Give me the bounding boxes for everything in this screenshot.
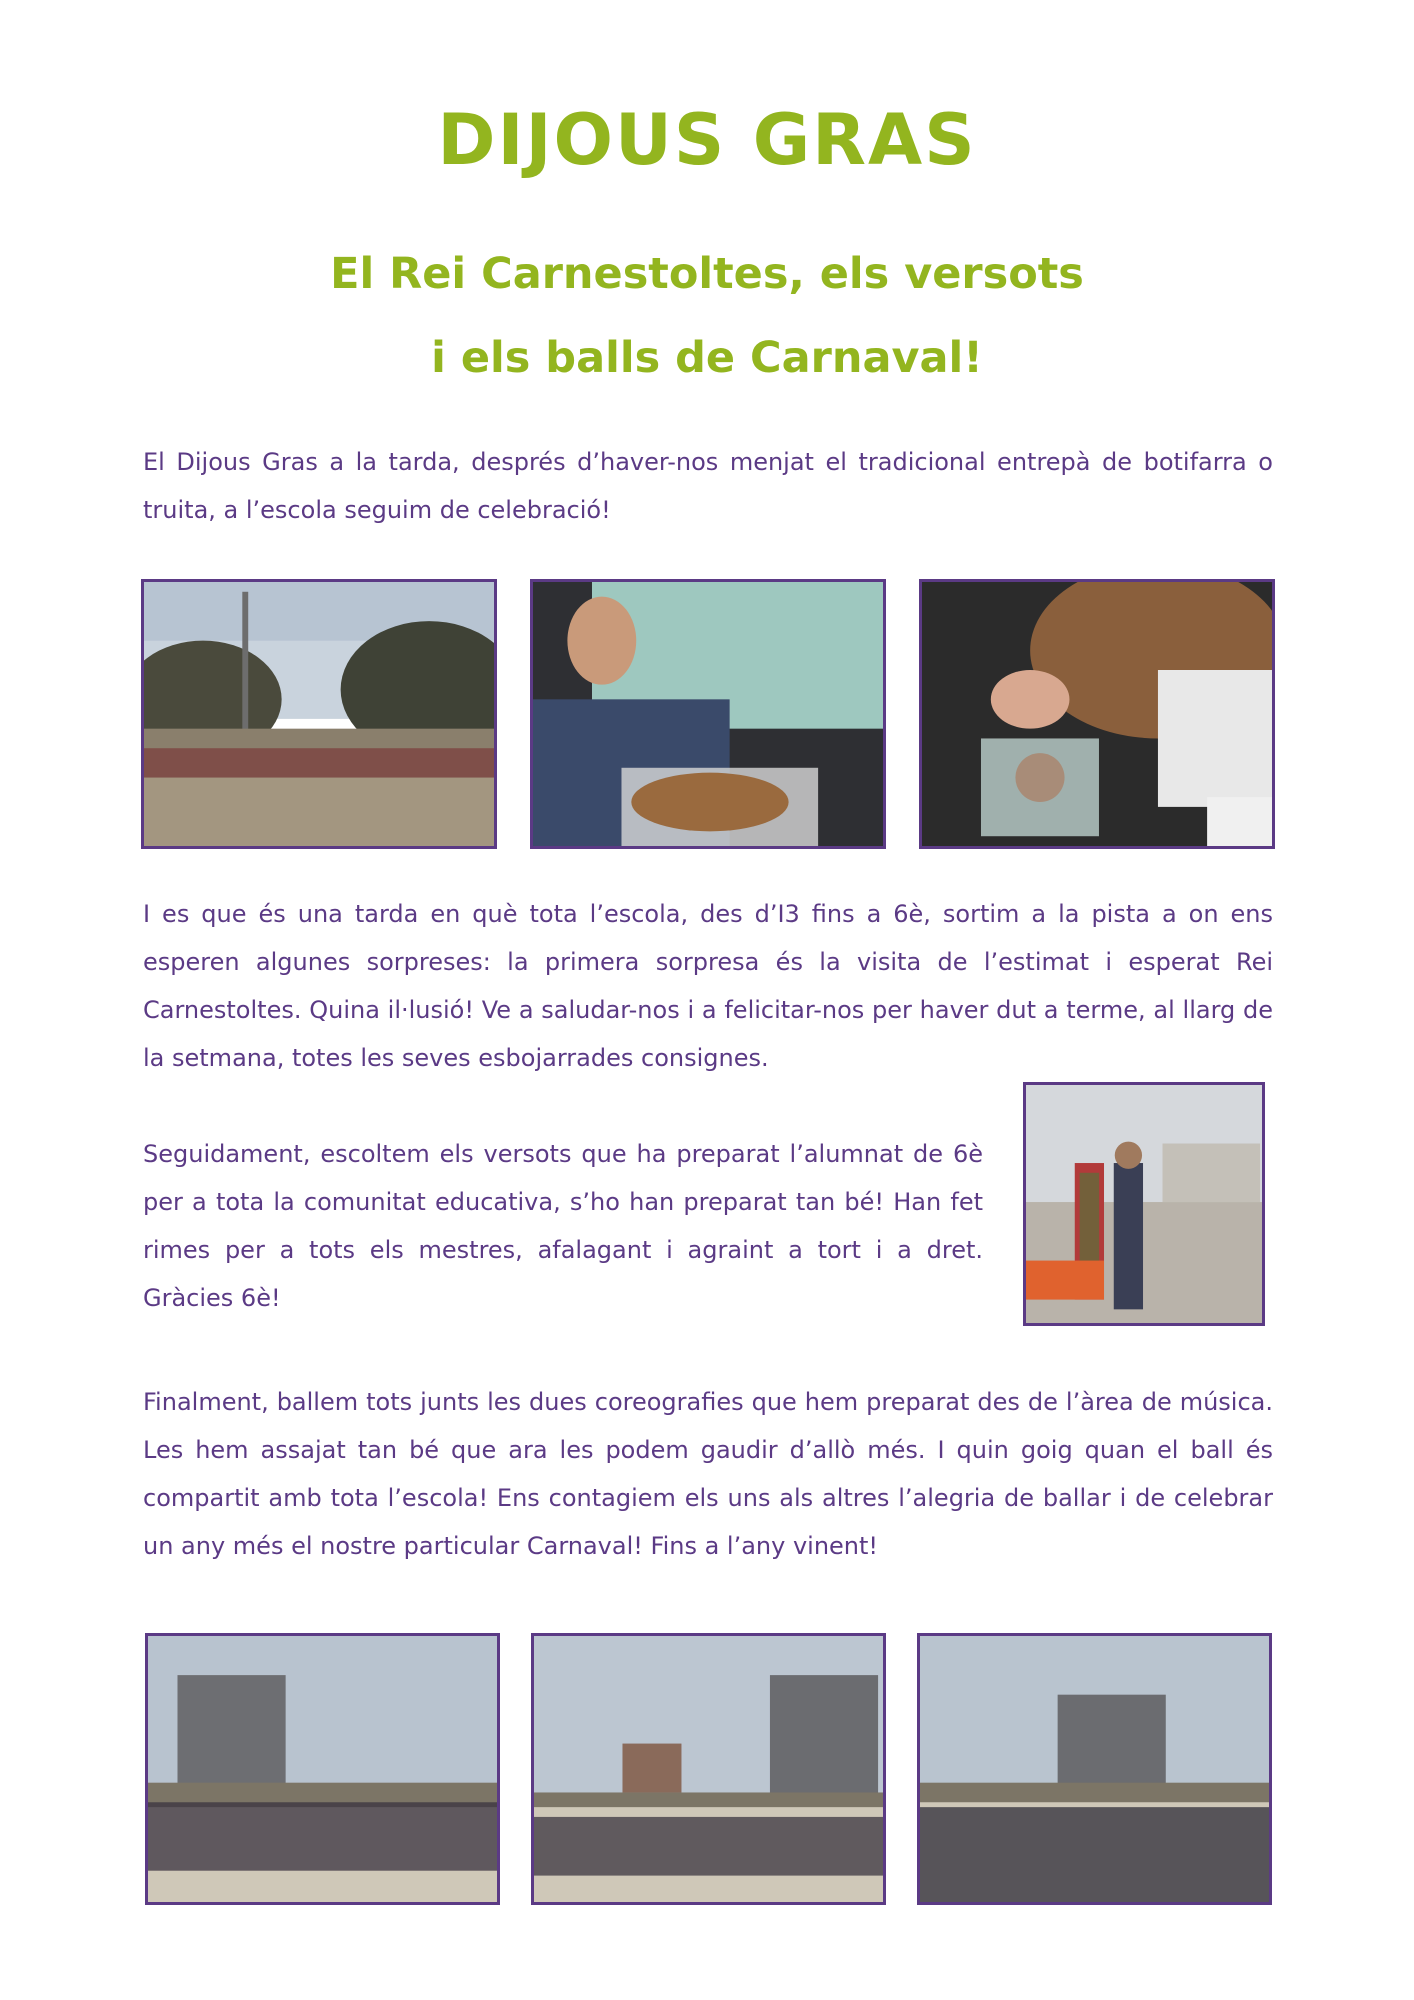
verses-paragraph: Seguidament, escoltem els versots que ha preparat l’alumnat de 6è per a tota la comunitat educativa, s’ho han preparat tan bé! Han fet rimes per a tots els mestres, afalagant i agraint a tort i a dret. Gràcies 6è! xyxy=(143,1140,983,1312)
photo-dance-3 xyxy=(917,1633,1272,1905)
page-title: DIJOUS GRAS xyxy=(437,99,977,181)
subtitle-line-1: El Rei Carnestoltes, els versots xyxy=(330,249,1084,299)
photo-snack-box xyxy=(919,579,1275,849)
photo-dance-2 xyxy=(531,1633,886,1905)
dances-paragraph: Finalment, ballem tots junts les dues coreografies que hem preparat des de l’àrea de música. Les hem assajat tan bé que ara les podem gaudir d’allò més. I quin goig quan el ball és compartit amb tota l’escola! Ens contagiem els uns als altres l’alegria de ballar i de celebrar un any més el nostre particular Carnaval! Fins a l’any vinent! xyxy=(143,1388,1273,1560)
photo-dance-1 xyxy=(145,1633,500,1905)
photo-park-gathering xyxy=(141,579,497,849)
page-subtitle xyxy=(0,232,1414,400)
afternoon-paragraph: I es que és una tarda en què tota l’escola, des d’I3 fins a 6è, sortim a la pista a on ens esperen algunes sorpreses: la primera sorpresa és la visita de l’estimat i esperat Rei Carnestoltes. Quina il·lusió! Ve a saludar-nos i a felicitar-nos per haver dut a terme, al llarg de la setmana, totes les seves esbojarrades consignes. xyxy=(143,900,1273,1072)
photo-rei-carnestoltes xyxy=(1023,1082,1265,1326)
subtitle-line-2: i els balls de Carnaval! xyxy=(431,333,983,383)
intro-paragraph: El Dijous Gras a la tarda, després d’haver-nos menjat el tradicional entrepà de botifarra o truita, a l’escola seguim de celebració! xyxy=(143,448,1273,524)
photo-sandwich-meal xyxy=(530,579,886,849)
